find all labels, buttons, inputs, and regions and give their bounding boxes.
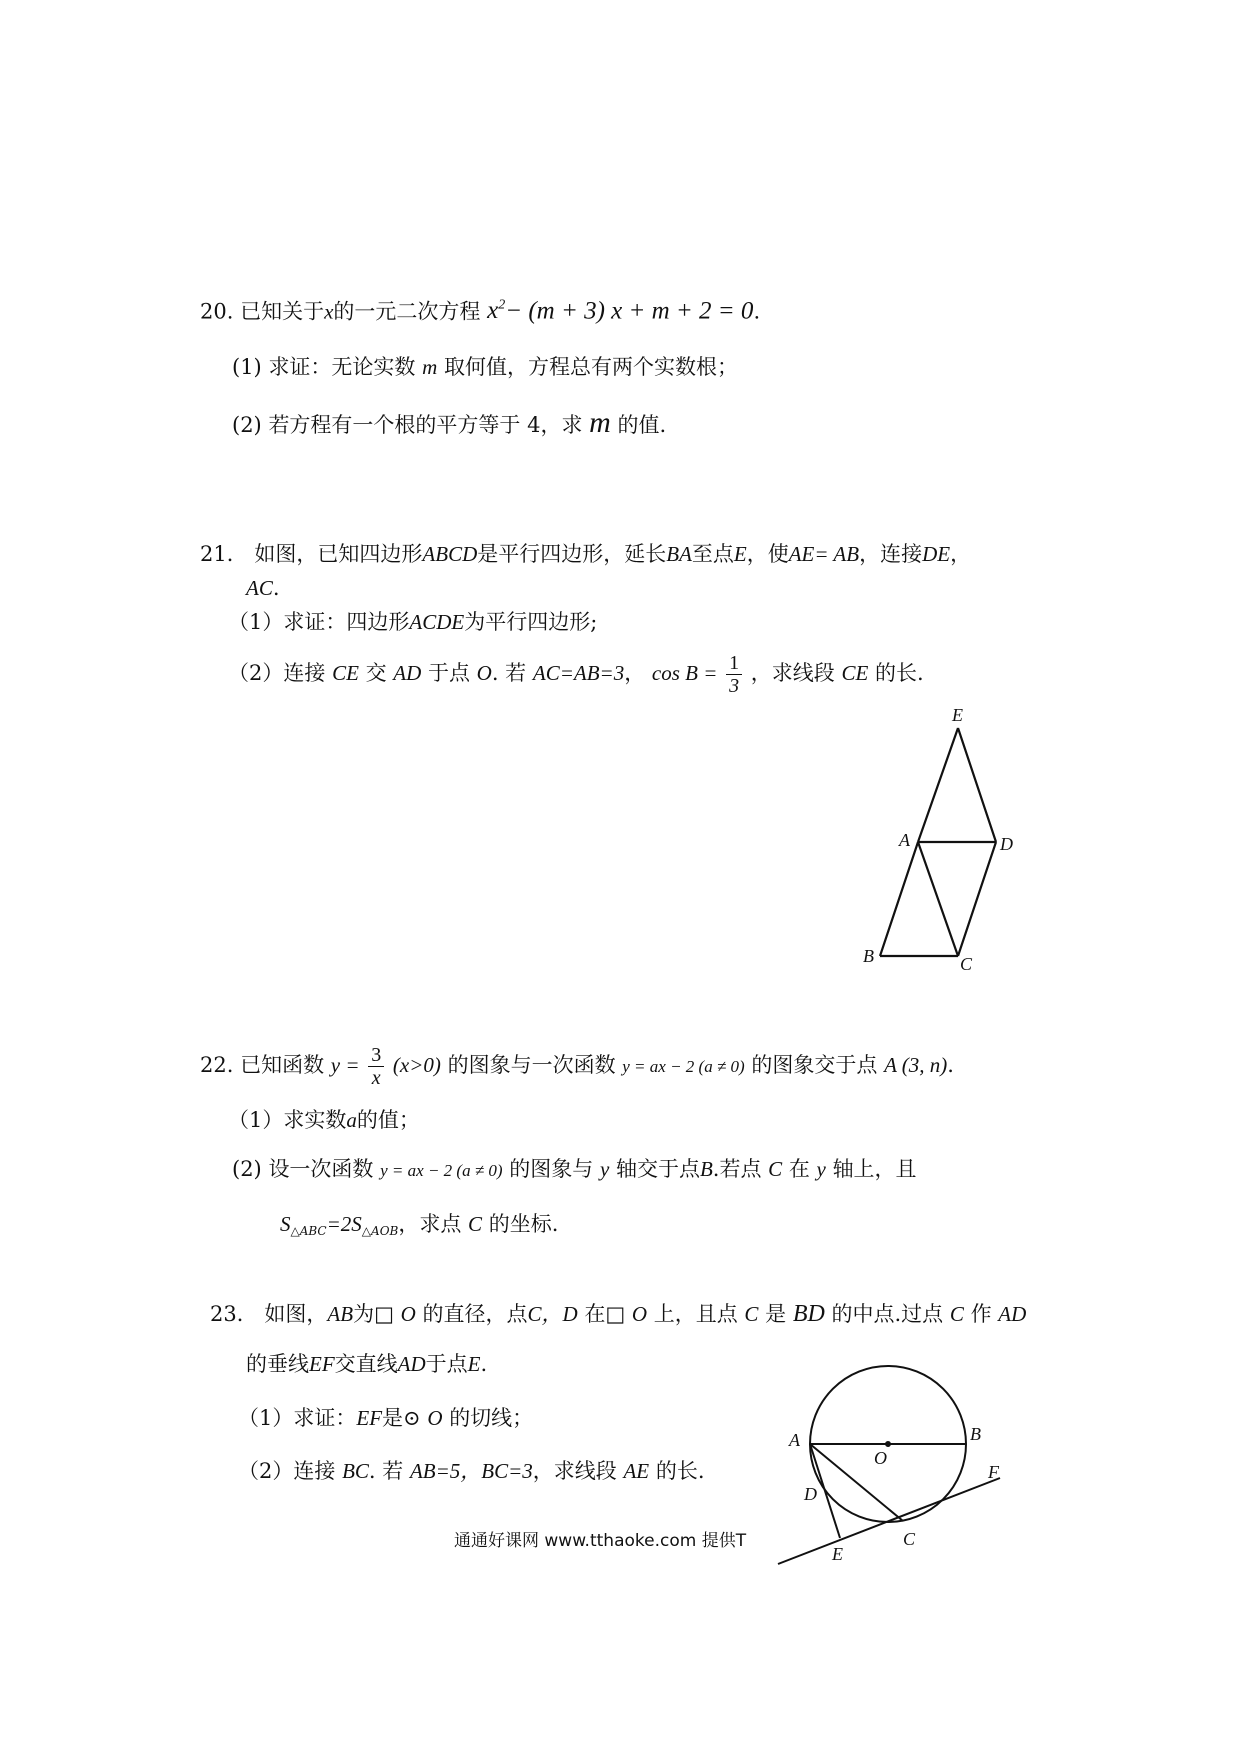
watermark-footer: 通通好课网 www.tthaoke.com 提供T (454, 1531, 747, 1551)
equation: $x^2$ (487, 297, 506, 325)
q21-part2: （2）连接 CE 交 AD 于点 O. 若 AC=AB=3， cos B = $\frac{1}{3}$ ，求线段 CE 的长. (228, 652, 924, 697)
point-label-f: F (988, 1462, 999, 1482)
circle-tangent-figure (770, 1340, 1030, 1570)
question-number: 20. (200, 299, 234, 324)
question-number: 23． (210, 1302, 258, 1326)
q21-part1: （1）求证：四边形ACDE为平行四边形; (228, 610, 598, 634)
point-label-b: B (863, 946, 874, 966)
q23-part1: （1）求证：EF是⊙ O 的切线； (238, 1406, 534, 1430)
q20-part2: (2) 若方程有一个根的平方等于 4，求 m 的值. (232, 406, 667, 439)
point-label-e: E (832, 1544, 843, 1564)
q20-stem: 20. 已知关于x的一元二次方程 $x^2- (m + 3) x + m + 2 = 0$. (200, 297, 761, 325)
point-label-c: C (960, 954, 973, 974)
point-label-a: A (899, 830, 910, 850)
q20-part1: (1) 求证：无论实数 m 取何值，方程总有两个实数根； (232, 355, 738, 379)
segment-ed (958, 728, 996, 842)
point-label-b: B (970, 1424, 981, 1444)
point-label-c: C (903, 1529, 916, 1549)
q23-part2: （2）连接 BC. 若 AB=5，BC=3，求线段 AE 的长. (238, 1459, 705, 1483)
center-point (885, 1441, 891, 1447)
q22-part2-cont: $S_{\triangle ABC}=2S_{\triangle AOB}$，求点 C 的坐标. (280, 1212, 559, 1238)
q21-stem-cont: AC. (246, 576, 280, 600)
segment-ac (918, 842, 958, 956)
q22-stem: 22. 已知函数 y = $\frac{3}{x}$ (x>0) 的图象与一次函数 y = ax − 2 (a ≠ 0) 的图象交于点 A (3, n). (200, 1044, 954, 1089)
q23-stem: 23． 如图，AB为□ O 的直径，点C，D 在□ O 上，且点 C 是 BD 的中点.过点 C 作 AD (210, 1301, 1027, 1327)
point-label-d: D (804, 1484, 817, 1504)
point-label-d: D (1000, 834, 1013, 854)
q21-stem: 21． 如图，已知四边形ABCD是平行四边形，延长BA至点E，使AE= AB，连接DE， (200, 542, 972, 566)
segment-ab (880, 842, 918, 956)
q23-stem-cont: 的垂线EF交直线AD于点E. (246, 1352, 488, 1376)
parallelogram-figure (850, 700, 1050, 980)
question-number: 21． (200, 542, 248, 566)
point-label-o: O (874, 1448, 887, 1468)
q22-part1: （1）求实数a的值； (228, 1108, 420, 1132)
segment-dc (958, 842, 996, 956)
fraction: $\frac{1}{3}$ (726, 652, 742, 697)
segment-ea (918, 728, 958, 842)
question-number: 22. (200, 1053, 234, 1077)
point-label-a: A (789, 1430, 800, 1450)
segment-ac (810, 1444, 903, 1521)
fraction: $\frac{3}{x}$ (368, 1044, 384, 1089)
q22-part2: (2) 设一次函数 y = ax − 2 (a ≠ 0) 的图象与 y 轴交于点B.若点 C 在 y 轴上，且 (232, 1157, 917, 1181)
point-label-e: E (952, 705, 963, 725)
